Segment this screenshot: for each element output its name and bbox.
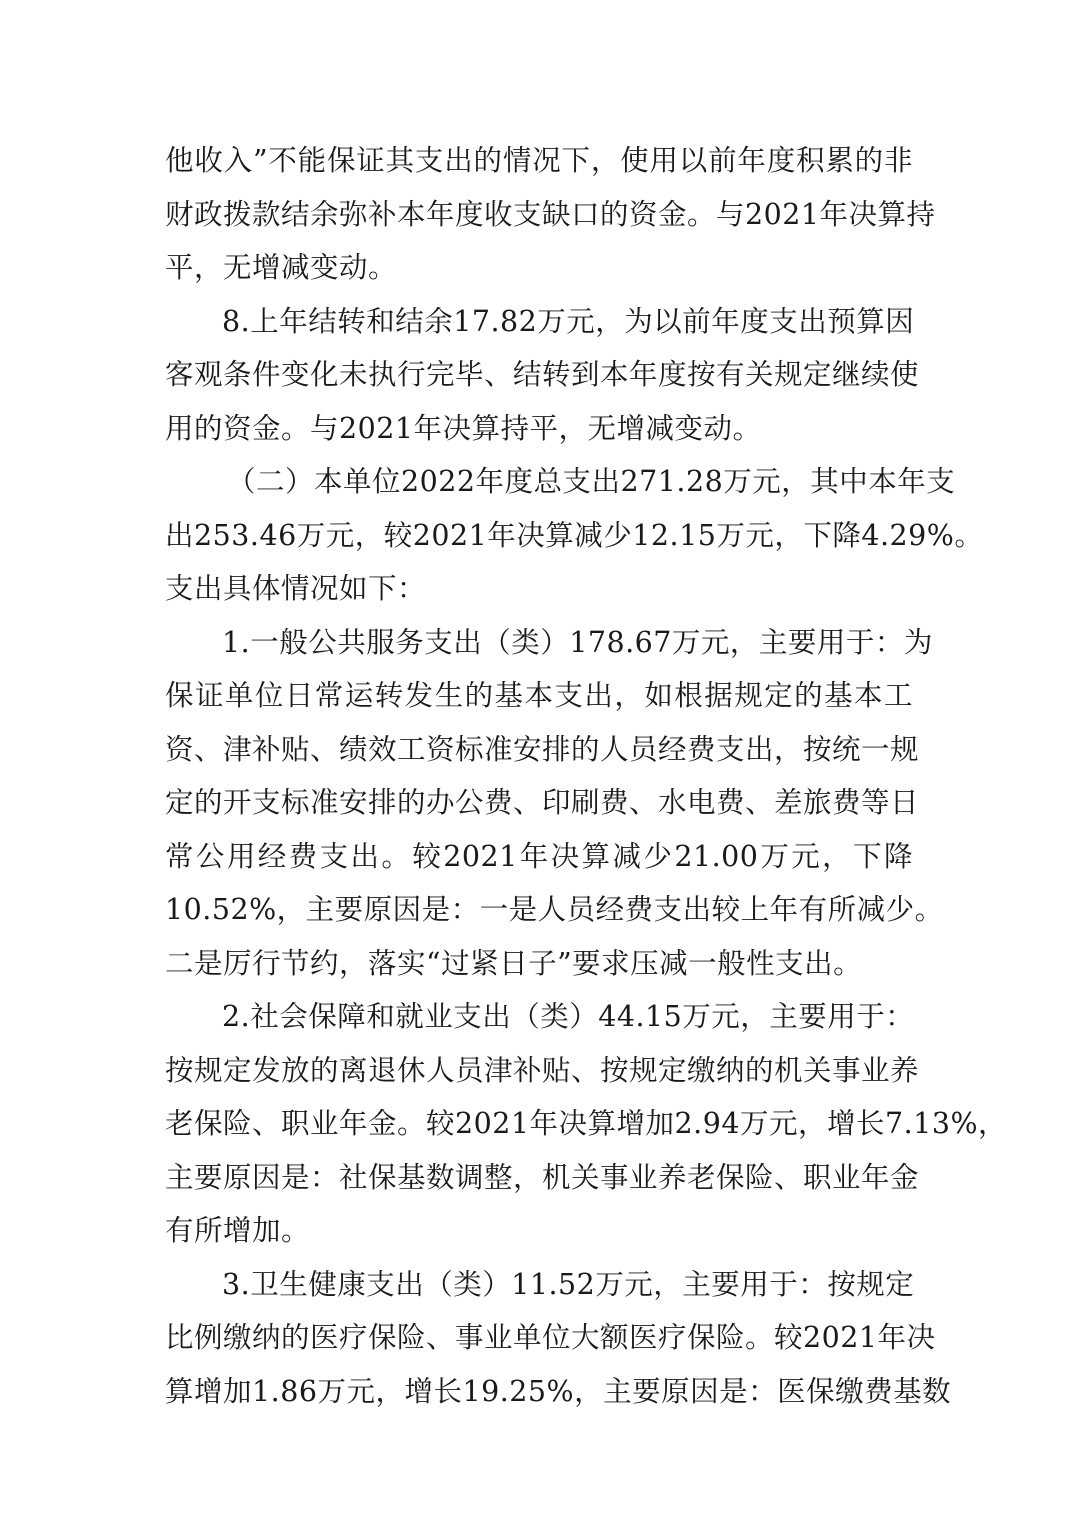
text-line: 按规定发放的离退休人员津补贴、按规定缴纳的机关事业养 (165, 1053, 920, 1087)
text-line: 老保险、职业年金。较2021年决算增加2.94万元，增长7.13%， (165, 1107, 1008, 1140)
paragraph-item-1 (165, 616, 944, 991)
text-line: 2.社会保障和就业支出（类）44.15万元，主要用于： (222, 1000, 915, 1033)
text-line: 10.52%，主要原因是：一是人员经费支出较上年有所减少。 (165, 893, 944, 926)
text-line: 财政拨款结余弥补本年度收支缺口的资金。与2021年决算持 (165, 197, 936, 231)
text-line: 保证单位日常运转发生的基本支出，如根据规定的基本工 (165, 679, 913, 712)
paragraph-section-2 (165, 455, 984, 616)
paragraph-continuation (165, 134, 936, 295)
text-line: 算增加1.86万元，增长19.25%，主要原因是：医保缴费基数 (165, 1374, 952, 1408)
text-line: 有所增加。 (165, 1214, 311, 1247)
text-line: （二）本单位2022年度总支出271.28万元，其中本年支 (227, 465, 956, 498)
paragraph-item-2 (165, 990, 1008, 1258)
paragraph-item-8 (165, 295, 920, 456)
text-line: 平，无增减变动。 (165, 251, 398, 284)
text-line: 常公用经费支出。较2021年决算减少21.00万元，下降 (165, 839, 913, 873)
text-line: 客观条件变化未执行完毕、结转到本年度按有关规定继续使 (165, 358, 920, 391)
text-line: 8.上年结转和结余17.82万元，为以前年度支出预算因 (222, 304, 915, 338)
text-line: 1.一般公共服务支出（类）178.67万元，主要用于：为 (222, 625, 933, 659)
text-line: 二是厉行节约，落实“过紧日子”要求压减一般性支出。 (165, 946, 863, 980)
paragraph-item-3 (165, 1258, 952, 1419)
document-body (165, 134, 1008, 1418)
text-line: 3.卫生健康支出（类）11.52万元，主要用于：按规定 (222, 1267, 915, 1301)
text-line: 他收入”不能保证其支出的情况下，使用以前年度积累的非 (165, 144, 913, 177)
text-line: 用的资金。与2021年决算持平，无增减变动。 (165, 411, 762, 445)
text-line: 主要原因是：社保基数调整，机关事业养老保险、职业年金 (165, 1160, 920, 1194)
text-line: 出253.46万元，较2021年决算减少12.15万元，下降4.29%。 (165, 518, 984, 552)
text-line: 比例缴纳的医疗保险、事业单位大额医疗保险。较2021年决 (165, 1321, 936, 1354)
text-line: 资、津补贴、绩效工资标准安排的人员经费支出，按统一规 (165, 732, 920, 766)
text-line: 支出具体情况如下： (165, 572, 427, 605)
text-line: 定的开支标准安排的办公费、印刷费、水电费、差旅费等日 (165, 786, 920, 819)
